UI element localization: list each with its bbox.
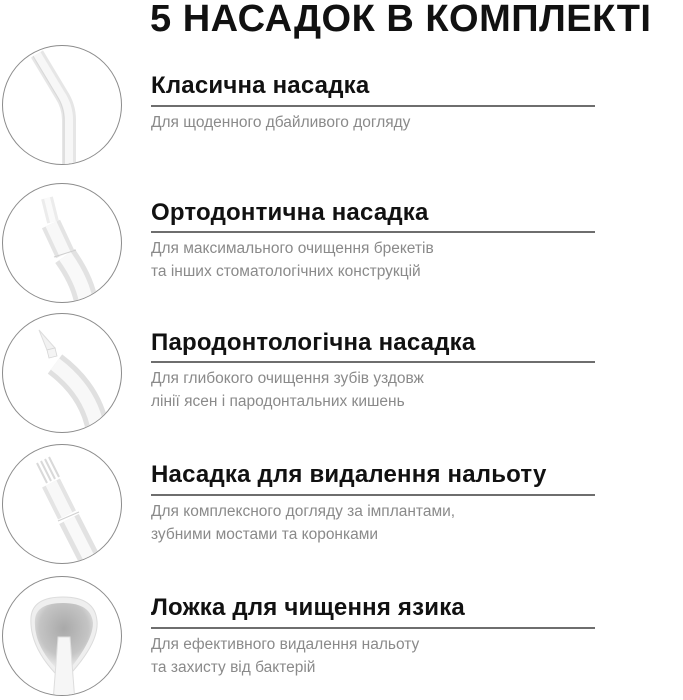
nozzle-name: Пародонтологічна насадка — [151, 329, 476, 356]
description-line: Для комплексного догляду за імплантами, — [151, 503, 456, 520]
divider — [151, 494, 595, 496]
nozzle-description — [151, 367, 424, 413]
description-line: Для глибокого очищення зубів уздовж — [151, 370, 424, 387]
divider — [151, 361, 595, 363]
description-line: Для щоденного дбайливого догляду — [151, 114, 411, 131]
divider — [151, 627, 595, 629]
divider — [151, 231, 595, 233]
orthodontic-nozzle-icon — [2, 183, 122, 303]
nozzle-description — [151, 237, 434, 283]
description-line: та захисту від бактерій — [151, 659, 316, 676]
tongue-scraper-icon — [2, 576, 122, 696]
nozzle-name: Насадка для видалення нальоту — [151, 461, 547, 488]
plaque-brush-nozzle-icon — [2, 444, 122, 564]
description-line: та інших стоматологічних конструкцій — [151, 263, 421, 280]
nozzle-description — [151, 500, 455, 546]
description-line: зубними мостами та коронками — [151, 526, 379, 543]
nozzle-name: Ортодонтична насадка — [151, 199, 429, 226]
description-line: Для ефективного видалення нальоту — [151, 636, 420, 653]
nozzle-description — [151, 633, 419, 679]
nozzle-name: Класична насадка — [151, 72, 370, 99]
nozzle-name: Ложка для чищення язика — [151, 594, 465, 621]
description-line: лінії ясен і пародонтальних кишень — [151, 393, 405, 410]
periodontal-nozzle-icon — [2, 313, 122, 433]
page-title: 5 НАСАДОК В КОМПЛЕКТІ — [150, 0, 652, 40]
description-line: Для максимального очищення брекетів — [151, 240, 434, 257]
